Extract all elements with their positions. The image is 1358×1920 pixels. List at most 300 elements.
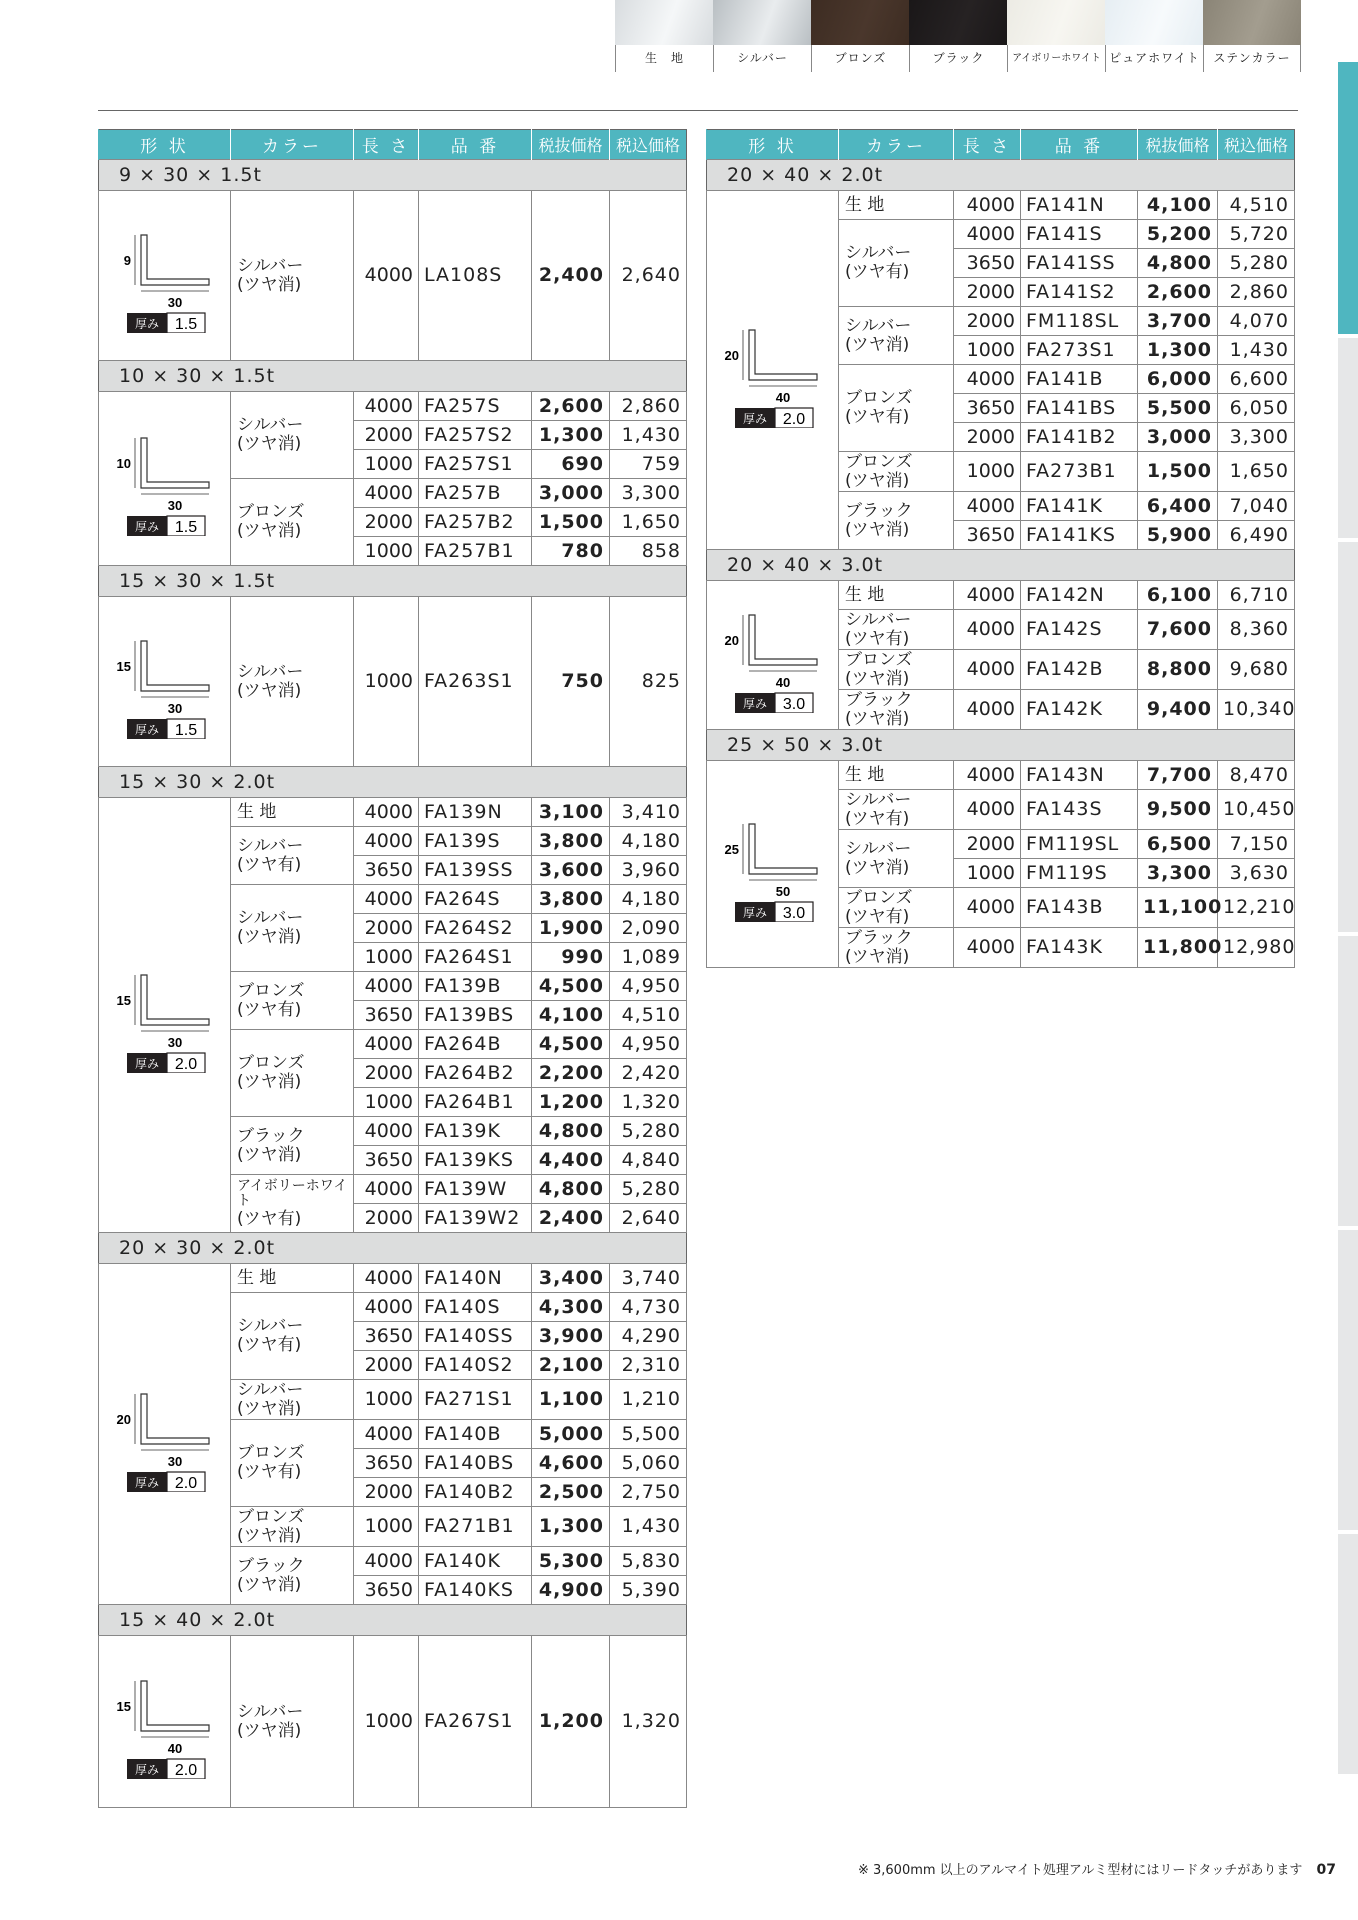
color-name-line: (ツヤ消) <box>237 1144 302 1165</box>
shape-cell <box>707 761 839 968</box>
price-incl-tax: 2,090 <box>610 914 687 943</box>
price-excl-tax: 7,600 <box>1138 610 1218 650</box>
length-cell: 4000 <box>354 798 419 827</box>
column-header: 品 番 <box>1021 130 1138 160</box>
dim-height: 15 <box>116 659 131 675</box>
length-cell: 3650 <box>354 1001 419 1030</box>
price-incl-tax: 7,150 <box>1218 830 1295 859</box>
color-cell <box>231 1264 354 1293</box>
dim-height: 25 <box>724 841 739 857</box>
column-header: 形 状 <box>99 130 231 160</box>
length-cell: 2000 <box>354 1059 419 1088</box>
color-swatch <box>1007 0 1105 72</box>
side-tab <box>1338 1230 1358 1530</box>
color-cell <box>231 1030 354 1117</box>
color-name-line: (ツヤ消) <box>237 927 302 947</box>
side-tab <box>1338 338 1358 538</box>
price-incl-tax: 2,860 <box>610 392 687 421</box>
product-code: FA141K <box>1021 492 1138 521</box>
section-row <box>99 1233 687 1264</box>
color-name-line: シルバー <box>845 609 912 630</box>
product-code: FA142K <box>1021 690 1138 730</box>
color-name-line: シルバー <box>237 908 304 929</box>
price-incl-tax: 4,840 <box>610 1146 687 1175</box>
column-header: 品 番 <box>419 130 532 160</box>
color-name-line: ブロンズ <box>845 649 913 670</box>
swatch-label: シルバー <box>713 45 811 72</box>
price-incl-tax: 3,630 <box>1218 859 1295 888</box>
product-code: FA139KS <box>419 1146 532 1175</box>
angle-profile-icon <box>713 802 833 922</box>
price-excl-tax: 5,900 <box>1138 521 1218 550</box>
product-code: FA141S2 <box>1021 278 1138 307</box>
section-title: 10 × 30 × 1.5t <box>99 361 687 392</box>
price-incl-tax: 4,510 <box>610 1001 687 1030</box>
dim-thickness: 3.0 <box>782 904 805 922</box>
color-cell <box>231 1507 354 1547</box>
product-code: FA141KS <box>1021 521 1138 550</box>
price-excl-tax: 2,400 <box>532 191 610 361</box>
price-excl-tax: 9,400 <box>1138 690 1218 730</box>
product-code: FA140KS <box>419 1576 532 1605</box>
column-header: 税込価格 <box>610 130 687 160</box>
length-cell: 3650 <box>354 856 419 885</box>
price-excl-tax: 5,500 <box>1138 394 1218 423</box>
dim-height: 9 <box>123 253 131 269</box>
shape-cell <box>99 191 231 361</box>
price-excl-tax: 5,000 <box>532 1420 610 1449</box>
dim-width: 50 <box>775 883 790 899</box>
product-code: FA143N <box>1021 761 1138 790</box>
dim-thickness: 1.5 <box>174 316 197 334</box>
product-code: FA257S2 <box>419 421 532 450</box>
product-code: FA142S <box>1021 610 1138 650</box>
color-name-line: ブロンズ <box>237 1053 305 1074</box>
length-cell: 3650 <box>954 521 1021 550</box>
length-cell: 4000 <box>954 888 1021 928</box>
section-title: 15 × 40 × 2.0t <box>99 1605 687 1636</box>
price-incl-tax: 5,720 <box>1218 220 1295 249</box>
color-cell <box>231 1293 354 1380</box>
length-cell: 1000 <box>954 859 1021 888</box>
product-code: FA264B <box>419 1030 532 1059</box>
price-excl-tax: 3,100 <box>532 798 610 827</box>
color-name-line: シルバー <box>237 1379 304 1400</box>
length-cell: 3650 <box>954 249 1021 278</box>
column-header: 長 さ <box>954 130 1021 160</box>
price-excl-tax: 4,600 <box>532 1449 610 1478</box>
product-code: FA264S2 <box>419 914 532 943</box>
table-row <box>99 1264 687 1293</box>
price-incl-tax: 2,860 <box>1218 278 1295 307</box>
footnote-text: ※ 3,600mm 以上のアルマイト処理アルミ型材にはリードタッチがあります <box>857 1863 1303 1878</box>
swatch-label: ピュアホワイト <box>1105 45 1203 72</box>
side-tab-active <box>1338 62 1358 334</box>
color-name-line: (ツヤ消) <box>845 946 910 967</box>
price-excl-tax: 3,800 <box>532 827 610 856</box>
table-header <box>707 130 1295 160</box>
color-cell <box>231 1547 354 1605</box>
length-cell: 1000 <box>354 450 419 479</box>
color-name-line: (ツヤ有) <box>845 906 910 927</box>
length-cell: 3650 <box>354 1449 419 1478</box>
color-swatch <box>909 0 1007 72</box>
color-cell <box>839 888 954 928</box>
length-cell: 3650 <box>954 394 1021 423</box>
price-incl-tax: 1,320 <box>610 1636 687 1808</box>
price-excl-tax: 1,300 <box>1138 336 1218 365</box>
price-excl-tax: 750 <box>532 597 610 767</box>
product-code: FA139W <box>419 1175 532 1204</box>
dim-height: 20 <box>724 632 739 648</box>
product-code: FA141BS <box>1021 394 1138 423</box>
length-cell: 4000 <box>954 191 1021 220</box>
price-excl-tax: 9,500 <box>1138 790 1218 830</box>
dim-width: 30 <box>167 701 182 717</box>
length-cell: 2000 <box>954 278 1021 307</box>
section-title: 15 × 30 × 1.5t <box>99 566 687 597</box>
color-name-line: シルバー <box>845 315 912 336</box>
color-name-line: (ツヤ消) <box>845 470 910 491</box>
color-name-line: (ツヤ消) <box>237 1525 302 1546</box>
color-cell <box>231 972 354 1030</box>
product-code: FA143S <box>1021 790 1138 830</box>
swatch-chip <box>713 0 811 45</box>
price-incl-tax: 2,640 <box>610 191 687 361</box>
dim-width: 30 <box>167 1453 182 1469</box>
product-code: LA108S <box>419 191 532 361</box>
price-excl-tax: 2,600 <box>1138 278 1218 307</box>
price-incl-tax: 10,450 <box>1218 790 1295 830</box>
column-header: カラー <box>839 130 954 160</box>
price-excl-tax: 6,100 <box>1138 581 1218 610</box>
dim-width: 30 <box>167 1034 182 1050</box>
length-cell: 4000 <box>354 827 419 856</box>
table-row <box>707 761 1295 790</box>
dim-width: 40 <box>775 674 790 690</box>
price-incl-tax: 1,210 <box>610 1380 687 1420</box>
swatch-label: ブラック <box>909 45 1007 72</box>
thickness-label: 厚み <box>134 520 159 535</box>
product-code: FA273S1 <box>1021 336 1138 365</box>
product-code: FA257S1 <box>419 450 532 479</box>
length-cell: 4000 <box>954 790 1021 830</box>
color-cell <box>839 492 954 550</box>
shape-cell <box>99 392 231 566</box>
color-cell <box>231 1420 354 1507</box>
product-code: FA140BS <box>419 1449 532 1478</box>
table-row <box>99 392 687 421</box>
product-code: FA140B <box>419 1420 532 1449</box>
color-cell <box>839 761 954 790</box>
table-row <box>99 1636 687 1808</box>
color-name-line: (ツヤ消) <box>237 274 302 295</box>
price-incl-tax: 5,280 <box>610 1175 687 1204</box>
price-excl-tax: 4,800 <box>1138 249 1218 278</box>
column-header: 税込価格 <box>1218 130 1295 160</box>
price-incl-tax: 8,360 <box>1218 610 1295 650</box>
color-cell <box>231 1175 354 1233</box>
color-cell <box>839 650 954 690</box>
color-cell <box>839 191 954 220</box>
dim-thickness: 3.0 <box>782 695 805 713</box>
color-name-line: (ツヤ有) <box>845 262 910 282</box>
color-name-line: 生 地 <box>237 1267 277 1288</box>
price-table-right <box>706 129 1295 968</box>
color-name-line: ブラック <box>237 1125 305 1146</box>
product-code: FA140SS <box>419 1322 532 1351</box>
price-excl-tax: 3,700 <box>1138 307 1218 336</box>
price-incl-tax: 3,740 <box>610 1264 687 1293</box>
price-excl-tax: 4,800 <box>532 1175 610 1204</box>
price-incl-tax: 4,290 <box>610 1322 687 1351</box>
color-name-line: (ツヤ消) <box>845 857 910 878</box>
color-cell <box>839 610 954 650</box>
color-name-line: ブラック <box>237 1555 305 1576</box>
product-code: FM118SL <box>1021 307 1138 336</box>
color-name-line: シルバー <box>237 835 304 856</box>
table-row <box>99 191 687 361</box>
product-code: FA140K <box>419 1547 532 1576</box>
shape-cell <box>99 597 231 767</box>
price-excl-tax: 1,500 <box>1138 452 1218 492</box>
product-code: FA271S1 <box>419 1380 532 1420</box>
length-cell: 4000 <box>954 365 1021 394</box>
color-cell <box>839 581 954 610</box>
length-cell: 2000 <box>954 423 1021 452</box>
angle-profile-icon <box>105 213 225 333</box>
color-name-line: (ツヤ有) <box>237 1335 302 1355</box>
column-header: 税抜価格 <box>532 130 610 160</box>
product-code: FA140S <box>419 1293 532 1322</box>
angle-profile-icon <box>105 1659 225 1779</box>
price-incl-tax: 5,280 <box>610 1117 687 1146</box>
price-incl-tax: 759 <box>610 450 687 479</box>
price-excl-tax: 2,600 <box>532 392 610 421</box>
product-code: FA273B1 <box>1021 452 1138 492</box>
price-incl-tax: 12,980 <box>1218 928 1295 968</box>
color-swatch <box>615 0 713 72</box>
price-excl-tax: 3,600 <box>532 856 610 885</box>
shape-cell <box>707 191 839 550</box>
shape-cell <box>707 581 839 730</box>
price-incl-tax: 6,490 <box>1218 521 1295 550</box>
length-cell: 4000 <box>954 650 1021 690</box>
color-name-line: (ツヤ消) <box>845 708 910 729</box>
side-tab <box>1338 542 1358 932</box>
price-excl-tax: 4,500 <box>532 972 610 1001</box>
price-incl-tax: 2,420 <box>610 1059 687 1088</box>
product-code: FA139BS <box>419 1001 532 1030</box>
length-cell: 3650 <box>354 1322 419 1351</box>
length-cell: 4000 <box>954 581 1021 610</box>
table-row <box>99 798 687 827</box>
thickness-label: 厚み <box>742 411 767 426</box>
price-excl-tax: 6,000 <box>1138 365 1218 394</box>
length-cell: 4000 <box>354 1420 419 1449</box>
thickness-label: 厚み <box>742 696 767 711</box>
price-incl-tax: 5,390 <box>610 1576 687 1605</box>
swatch-label: ステンカラー <box>1203 45 1301 72</box>
length-cell: 1000 <box>354 537 419 566</box>
length-cell: 2000 <box>354 1351 419 1380</box>
swatch-chip <box>1105 0 1203 45</box>
thickness-label: 厚み <box>134 317 159 332</box>
length-cell: 4000 <box>354 1547 419 1576</box>
color-swatch <box>1105 0 1203 72</box>
section-title: 9 × 30 × 1.5t <box>99 160 687 191</box>
product-code: FA143K <box>1021 928 1138 968</box>
price-incl-tax: 1,650 <box>1218 452 1295 492</box>
price-incl-tax: 2,640 <box>610 1204 687 1233</box>
product-code: FA139S <box>419 827 532 856</box>
price-excl-tax: 11,100 <box>1138 888 1218 928</box>
product-code: FA257B1 <box>419 537 532 566</box>
color-name-line: シルバー <box>237 661 304 682</box>
price-incl-tax: 3,300 <box>610 479 687 508</box>
color-name-line: (ツヤ消) <box>237 521 302 541</box>
dim-width: 40 <box>775 389 790 405</box>
product-code: FA264S <box>419 885 532 914</box>
color-cell <box>231 798 354 827</box>
price-incl-tax: 6,600 <box>1218 365 1295 394</box>
color-name-line: 生 地 <box>845 584 885 605</box>
price-incl-tax: 4,730 <box>610 1293 687 1322</box>
price-excl-tax: 7,700 <box>1138 761 1218 790</box>
color-swatch <box>1203 0 1301 72</box>
length-cell: 1000 <box>354 1088 419 1117</box>
price-excl-tax: 4,100 <box>1138 191 1218 220</box>
price-incl-tax: 6,050 <box>1218 394 1295 423</box>
length-cell: 4000 <box>954 761 1021 790</box>
color-name-line: 生 地 <box>845 764 885 785</box>
product-code: FA264S1 <box>419 943 532 972</box>
length-cell: 4000 <box>354 972 419 1001</box>
product-code: FM119SL <box>1021 830 1138 859</box>
length-cell: 4000 <box>954 492 1021 521</box>
color-cell <box>231 1380 354 1420</box>
swatch-chip <box>811 0 909 45</box>
column-header: 長 さ <box>354 130 419 160</box>
length-cell: 2000 <box>954 307 1021 336</box>
length-cell: 4000 <box>354 191 419 361</box>
length-cell: 4000 <box>954 610 1021 650</box>
dim-thickness: 2.0 <box>174 1055 197 1073</box>
color-name-line: (ツヤ有) <box>845 808 910 829</box>
color-name-line: (ツヤ消) <box>237 680 302 701</box>
dim-thickness: 2.0 <box>782 410 805 428</box>
dim-height: 10 <box>116 456 131 472</box>
price-table-left <box>98 129 687 1808</box>
color-name-line: アイボリーホワイト <box>237 1177 348 1210</box>
price-excl-tax: 3,000 <box>1138 423 1218 452</box>
length-cell: 4000 <box>354 1175 419 1204</box>
price-incl-tax: 5,500 <box>610 1420 687 1449</box>
color-name-line: シルバー <box>237 415 304 436</box>
product-code: FA140B2 <box>419 1478 532 1507</box>
swatch-chip <box>1007 0 1105 45</box>
section-title: 25 × 50 × 3.0t <box>707 730 1295 761</box>
dim-width: 40 <box>167 1741 182 1757</box>
swatch-label: アイボリーホワイト <box>1007 45 1105 72</box>
price-excl-tax: 5,300 <box>532 1547 610 1576</box>
length-cell: 3650 <box>354 1576 419 1605</box>
header-rule <box>98 110 1298 111</box>
length-cell: 4000 <box>354 885 419 914</box>
color-name-line: ブロンズ <box>845 451 913 472</box>
price-excl-tax: 1,300 <box>532 421 610 450</box>
product-code: FA143B <box>1021 888 1138 928</box>
length-cell: 4000 <box>354 392 419 421</box>
color-swatches <box>615 0 1301 72</box>
color-name-line: シルバー <box>845 789 912 810</box>
product-code: FM119S <box>1021 859 1138 888</box>
price-incl-tax: 3,960 <box>610 856 687 885</box>
price-excl-tax: 2,200 <box>532 1059 610 1088</box>
price-incl-tax: 7,040 <box>1218 492 1295 521</box>
swatch-chip <box>1203 0 1301 45</box>
color-name-line: シルバー <box>845 243 912 264</box>
color-name-line: (ツヤ消) <box>845 668 910 689</box>
footnote <box>858 1859 1336 1878</box>
angle-profile-icon <box>105 619 225 739</box>
price-excl-tax: 990 <box>532 943 610 972</box>
table-row <box>707 191 1295 220</box>
length-cell: 4000 <box>954 220 1021 249</box>
length-cell: 1000 <box>954 336 1021 365</box>
price-excl-tax: 4,800 <box>532 1117 610 1146</box>
product-code: FA263S1 <box>419 597 532 767</box>
shape-cell <box>99 1264 231 1605</box>
price-incl-tax: 2,310 <box>610 1351 687 1380</box>
price-incl-tax: 825 <box>610 597 687 767</box>
section-row <box>707 160 1295 191</box>
price-incl-tax: 5,830 <box>610 1547 687 1576</box>
color-cell <box>839 452 954 492</box>
color-cell <box>231 885 354 972</box>
color-name-line: (ツヤ消) <box>237 1574 302 1595</box>
price-excl-tax: 2,500 <box>532 1478 610 1507</box>
color-name-line: ブラック <box>845 689 913 710</box>
product-code: FA257B <box>419 479 532 508</box>
price-excl-tax: 1,900 <box>532 914 610 943</box>
section-row <box>99 566 687 597</box>
swatch-label: 生 地 <box>615 45 713 72</box>
length-cell: 4000 <box>354 479 419 508</box>
product-code: FA141B <box>1021 365 1138 394</box>
price-incl-tax: 3,410 <box>610 798 687 827</box>
thickness-label: 厚み <box>134 723 159 738</box>
section-title: 20 × 40 × 2.0t <box>707 160 1295 191</box>
product-code: FA139K <box>419 1117 532 1146</box>
price-excl-tax: 8,800 <box>1138 650 1218 690</box>
length-cell: 1000 <box>354 1507 419 1547</box>
price-incl-tax: 9,680 <box>1218 650 1295 690</box>
price-incl-tax: 4,180 <box>610 827 687 856</box>
shape-cell <box>99 1636 231 1808</box>
color-name-line: (ツヤ有) <box>237 1462 302 1482</box>
product-code: FA257B2 <box>419 508 532 537</box>
thickness-label: 厚み <box>134 1763 159 1778</box>
price-excl-tax: 3,900 <box>532 1322 610 1351</box>
color-cell <box>839 307 954 365</box>
color-cell <box>839 690 954 730</box>
color-swatch <box>713 0 811 72</box>
price-excl-tax: 690 <box>532 450 610 479</box>
length-cell: 1000 <box>354 1380 419 1420</box>
color-name-line: (ツヤ消) <box>845 334 910 355</box>
angle-profile-icon <box>105 953 225 1073</box>
